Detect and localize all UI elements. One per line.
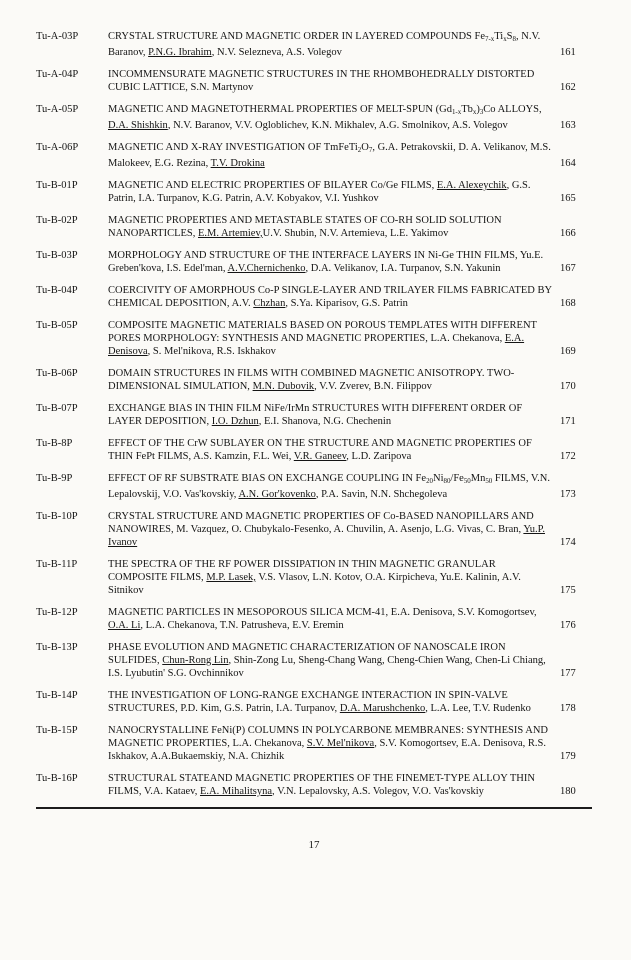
entry-code: Tu-B-04P	[36, 284, 78, 296]
text-segment: , P.A. Savin, N.N. Shchegoleva	[315, 488, 448, 500]
toc-entry	[36, 141, 595, 170]
text-segment: THE INVESTIGATION OF LONG-RANGE EXCHANGE INTERACTION IN SPIN-VALVE STRUCTURES, P.D. Kim, G.S. Patrin, I.A. Turpanov,	[108, 689, 508, 714]
entry-page-number: 167	[560, 262, 576, 274]
text-segment: , N.V. Baranov, V.V. Ogloblichev, K.N. Mikhalev, A.G. Smolnikov, A.S. Volegov	[167, 119, 508, 131]
toc-list	[36, 30, 595, 798]
subscript: 3	[479, 108, 484, 116]
toc-entry	[36, 319, 595, 358]
presenting-author: O.A. Li	[108, 619, 141, 631]
entry-page-number: 161	[560, 46, 576, 58]
subscript: 80	[443, 477, 451, 485]
subscript: 1-x	[451, 108, 462, 116]
toc-entry	[36, 68, 595, 94]
subscript: 7-x	[485, 35, 495, 43]
entry-title-authors	[108, 214, 554, 240]
text-segment: MORPHOLOGY AND STRUCTURE OF THE INTERFACE LAYERS IN Ni-Ge THIN FILMS, Yu.E. Greben'kova, I.S. Edel'man,	[108, 249, 544, 274]
text-segment: EFFECT OF RF SUBSTRATE BIAS ON EXCHANGE COUPLING IN Fe	[108, 472, 427, 484]
entry-title-authors	[108, 179, 554, 205]
presenting-author: S.V. Mel'nikova	[306, 737, 375, 749]
presenting-author: V.R. Ganeev	[293, 450, 347, 462]
toc-entry	[36, 606, 595, 632]
toc-entry	[36, 179, 595, 205]
toc-entry	[36, 437, 595, 463]
subscript: 8	[512, 35, 516, 43]
presenting-author: M.P. Lasek,	[206, 571, 256, 583]
entry-page-number: 180	[560, 785, 576, 797]
entry-code: Tu-B-12P	[36, 606, 78, 618]
entry-code: Tu-B-07P	[36, 402, 78, 414]
text-segment: , Shin-Zong Lu, Sheng-Chang Wang, Cheng-Chien Wang, Chen-Li Chiang, I.S. Lyubutin' S.G. Ovchinnikov	[108, 654, 546, 679]
entry-page-number: 170	[560, 380, 576, 392]
entry-code: Tu-B-9P	[36, 472, 73, 484]
text-segment: )	[476, 103, 480, 115]
presenting-author: E.A. Mihalitsyna	[199, 785, 273, 797]
toc-entry	[36, 724, 595, 763]
toc-entry	[36, 772, 595, 798]
entry-code: Tu-A-05P	[36, 103, 79, 115]
text-segment: U.V. Shubin, N.V. Artemieva, L.E. Yakimov	[262, 227, 449, 239]
text-segment: Ti	[494, 31, 504, 42]
entry-code: Tu-B-10P	[36, 510, 78, 522]
text-segment: /Fe	[450, 472, 464, 484]
presenting-author: Yu.P. Ivanov	[108, 523, 545, 548]
text-segment: NANOCRYSTALLINE FeNi(P) COLUMNS IN POLYCARBONE MEMBRANES: SYNTHESIS AND MAGNETIC PROPERTIES, L.A. Chekanova,	[108, 724, 549, 749]
text-segment: STRUCTURAL STATEAND MAGNETIC PROPERTIES OF THE FINEMET-TYPE ALLOY THIN FILMS, V.A. Kataev,	[108, 772, 535, 797]
text-segment: MAGNETIC AND MAGNETOTHERMAL PROPERTIES OF MELT-SPUN (Gd	[108, 103, 452, 115]
text-segment: Mn	[470, 472, 486, 484]
presenting-author: P.N.G. Ibrahim	[148, 46, 212, 58]
presenting-author: Chun-Rong Lin	[162, 654, 229, 666]
entry-code: Tu-B-03P	[36, 249, 78, 261]
text-segment: , L.D. Zaripova	[346, 450, 412, 462]
text-segment: EXCHANGE BIAS IN THIN FILM NiFe/IrMn STRUCTURES WITH DIFFERENT ORDER OF LAYER DEPOSITION,	[108, 402, 523, 427]
toc-entry	[36, 402, 595, 428]
text-segment: MAGNETIC AND ELECTRIC PROPERTIES OF BILAYER Co/Ge FILMS,	[108, 179, 437, 191]
entry-title-authors	[108, 689, 554, 715]
entry-code: Tu-B-06P	[36, 367, 78, 379]
entry-code: Tu-B-11P	[36, 558, 78, 570]
footer-rule	[36, 807, 592, 810]
toc-entry	[36, 510, 595, 549]
entry-page-number: 162	[560, 81, 576, 93]
text-segment: , S. Mel'nikova, R.S. Iskhakov	[147, 345, 276, 357]
text-segment: , L.A. Lee, T.V. Rudenko	[425, 702, 531, 714]
toc-entry	[36, 103, 595, 132]
entry-title-authors	[108, 472, 554, 501]
entry-page-number: 163	[560, 119, 576, 131]
toc-entry	[36, 641, 595, 680]
text-segment: , D.A. Velikanov, I.A. Turpanov, S.N. Yakunin	[305, 262, 501, 274]
presenting-author: D.A. Shishkin	[108, 119, 168, 131]
entry-title-authors	[108, 68, 554, 94]
text-segment: , V.V. Zverev, B.N. Filippov	[314, 380, 432, 392]
entry-title-authors	[108, 510, 554, 549]
text-segment: CRYSTAL STRUCTURE AND MAGNETIC PROPERTIES OF Co-BASED NANOPILLARS AND NANOWIRES, M. Vazquez, O. Chubykalo-Fesenko, A. Chuvilin, A. Asenjo, L.G. Vivas, C. Bran,	[108, 510, 534, 535]
entry-page-number: 172	[560, 450, 576, 462]
text-segment: , S.Ya. Kiparisov, G.S. Patrin	[285, 297, 408, 309]
entry-code: Tu-B-14P	[36, 689, 78, 701]
text-segment: Ni	[432, 472, 444, 484]
subscript: x	[472, 108, 477, 116]
text-segment: , L.A. Chekanova, T.N. Patrusheva, E.V. Eremin	[140, 619, 344, 631]
text-segment: , N.V. Selezneva, A.S. Volegov	[211, 46, 342, 58]
entry-code: Tu-B-16P	[36, 772, 78, 784]
text-segment: , N.V. Baranov,	[108, 31, 541, 58]
entry-page-number: 175	[560, 584, 576, 596]
entry-title-authors	[108, 284, 554, 310]
toc-entry	[36, 249, 595, 275]
entry-title-authors	[108, 558, 554, 597]
toc-entry	[36, 284, 595, 310]
text-segment: V.S. Vlasov, L.N. Kotov, O.A. Kirpicheva, Yu.E. Kalinin, A.V. Sitnikov	[108, 571, 521, 596]
presenting-author: I.O. Dzhun	[211, 415, 259, 427]
entry-title-authors	[108, 249, 554, 275]
text-segment: MAGNETIC PARTICLES IN MESOPOROUS SILICA MCM-41, E.A. Denisova, S.V. Komogortsev,	[108, 606, 537, 618]
entry-title-authors	[108, 103, 554, 132]
entry-title-authors	[108, 606, 554, 632]
text-segment: S	[506, 31, 513, 42]
entry-title-authors	[108, 402, 554, 428]
entry-title-authors	[108, 437, 554, 463]
entry-code: Tu-A-03P	[36, 31, 79, 42]
text-segment: Co ALLOYS,	[483, 103, 542, 115]
text-segment: O	[361, 141, 369, 153]
entry-page-number: 173	[560, 488, 576, 500]
entry-code: Tu-B-01P	[36, 179, 78, 191]
entry-code: Tu-B-13P	[36, 641, 78, 653]
entry-page-number: 165	[560, 192, 576, 204]
text-segment: INCOMMENSURATE MAGNETIC STRUCTURES IN THE RHOMBOHEDRALLY DISTORTED CUBIC LATTICE, S.N. Martynov	[108, 68, 535, 93]
toc-entry	[36, 30, 595, 59]
toc-entry	[36, 214, 595, 240]
subscript: 50	[485, 477, 493, 485]
text-segment: , G.A. Petrakovskii, D. A. Velikanov, M.S. Malokeev, E.G. Rezina,	[108, 141, 551, 169]
text-segment: FILMS, V.N. Lepalovskij, V.O. Vas'kovskiy,	[108, 472, 550, 500]
text-segment: CRYSTAL STRUCTURE AND MAGNETIC ORDER IN LAYERED COMPOUNDS Fe	[108, 31, 485, 42]
entry-title-authors	[108, 724, 554, 763]
text-segment: DOMAIN STRUCTURES IN FILMS WITH COMBINED MAGNETIC ANISOTROPY. TWO-DIMENSIONAL SIMULATION,	[108, 367, 515, 392]
entry-page-number: 174	[560, 536, 576, 548]
entry-page-number: 166	[560, 227, 576, 239]
presenting-author: Chzhan	[253, 297, 286, 309]
subscript: 2	[357, 146, 362, 154]
entry-code: Tu-A-04P	[36, 68, 79, 80]
presenting-author: A.N. Gor'kovenko	[238, 488, 316, 500]
text-segment: , S.V. Komogortsev, E.A. Denisova, R.S. Iskhakov, A.A.Bukaemskiy, N.A. Chizhik	[108, 737, 546, 762]
presenting-author: E.A. Alexeychik	[436, 179, 507, 191]
entry-code: Tu-B-02P	[36, 214, 78, 226]
text-segment: COERCIVITY OF AMORPHOUS Co-P SINGLE-LAYER AND TRILAYER FILMS FABRICATED BY CHEMICAL DEPOSITION, A.V.	[108, 284, 552, 309]
entry-page-number: 171	[560, 415, 576, 427]
entry-page-number: 176	[560, 619, 576, 631]
entry-page-number: 168	[560, 297, 576, 309]
presenting-author: E.M. Artemiev,	[198, 227, 263, 239]
subscript: 20	[426, 477, 433, 485]
text-segment: , V.N. Lepalovsky, A.S. Volegov, V.O. Vas'kovskiy	[272, 785, 484, 797]
entry-title-authors	[108, 141, 554, 170]
subscript: 7	[368, 146, 373, 154]
text-segment: MAGNETIC PROPERTIES AND METASTABLE STATES OF CO-RH SOLID SOLUTION NANOPARTICLES,	[108, 214, 502, 239]
text-segment: EFFECT OF THE CrW SUBLAYER ON THE STRUCTURE AND MAGNETIC PROPERTIES OF THIN FePt FILMS, A.S. Kamzin, F.L. Wei,	[108, 437, 532, 462]
presenting-author: A.V.Chernichenko	[227, 262, 306, 274]
entry-title-authors	[108, 772, 554, 798]
entry-page-number: 164	[560, 157, 576, 169]
subscript: x	[503, 35, 507, 43]
entry-page-number: 179	[560, 750, 576, 762]
entry-title-authors	[108, 30, 554, 59]
entry-title-authors	[108, 641, 554, 680]
toc-entry	[36, 472, 595, 501]
presenting-author: T.V. Drokina	[210, 157, 265, 169]
entry-code: Tu-B-8P	[36, 437, 73, 449]
subscript: 50	[463, 477, 471, 485]
entry-page-number: 177	[560, 667, 576, 679]
presenting-author: D.A. Marushchenko	[339, 702, 426, 714]
text-segment: MAGNETIC AND X-RAY INVESTIGATION OF TmFeTi	[108, 141, 358, 153]
text-segment: , E.I. Shanova, N.G. Chechenin	[258, 415, 392, 427]
toc-entry	[36, 558, 595, 597]
page-number: 17	[308, 839, 320, 852]
entry-page-number: 178	[560, 702, 576, 714]
text-segment: , G.S. Patrin, I.A. Turpanov, K.G. Patrin, A.V. Kobyakov, V.I. Yushkov	[108, 179, 531, 204]
presenting-author: M.N. Dubovik	[252, 380, 315, 392]
entry-title-authors	[108, 367, 554, 393]
toc-entry	[36, 689, 595, 715]
entry-code: Tu-B-05P	[36, 319, 78, 331]
text-segment: THE SPECTRA OF THE RF POWER DISSIPATION IN THIN MAGNETIC GRANULAR COMPOSITE FILMS,	[108, 558, 496, 583]
entry-code: Tu-A-06P	[36, 141, 79, 153]
text-segment: COMPOSITE MAGNETIC MATERIALS BASED ON POROUS TEMPLATES WITH DIFFERENT PORES MORPHOLOGY: SYNTHESIS AND MAGNETIC PROPERTIES, L.A. Chekanova,	[108, 319, 537, 344]
text-segment: Tb	[461, 103, 473, 115]
presenting-author: E.A. Denisova	[108, 332, 525, 357]
toc-entry	[36, 367, 595, 393]
entry-code: Tu-B-15P	[36, 724, 78, 736]
text-segment: PHASE EVOLUTION AND MAGNETIC CHARACTERIZATION OF NANOSCALE IRON SULFIDES,	[108, 641, 506, 666]
entry-page-number: 169	[560, 345, 576, 357]
entry-title-authors	[108, 319, 554, 358]
